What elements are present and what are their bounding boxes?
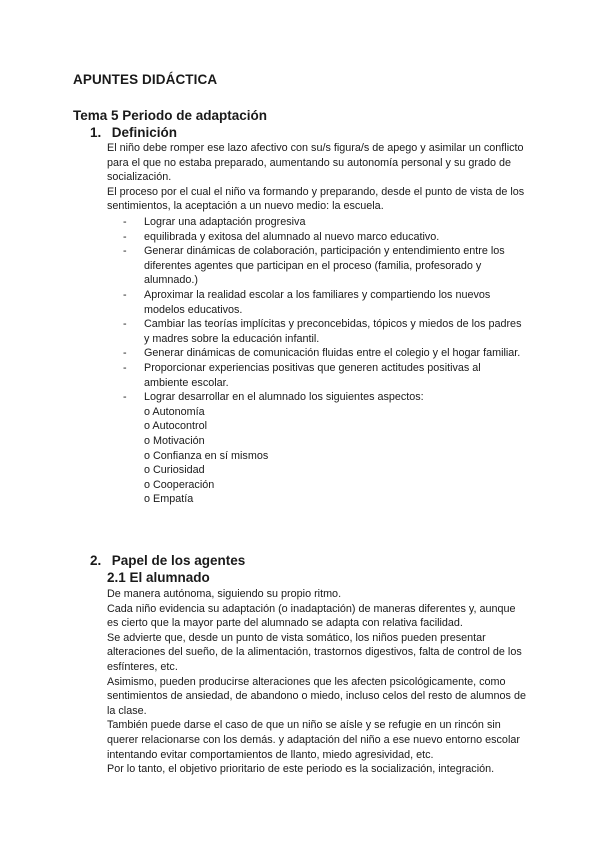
section-1-heading	[90, 125, 177, 140]
alumnado-paragraph-6: Por lo tanto, el objetivo prioritario de este periodo es la socialización, integración.	[107, 763, 495, 776]
list-item: - Lograr una adaptación progresiva	[123, 216, 306, 228]
section-2-body	[107, 587, 527, 777]
section-1-body	[107, 141, 527, 214]
aspect-item: o Motivación	[144, 434, 205, 447]
objectives-list	[123, 215, 528, 507]
document-title: APUNTES DIDÁCTICA	[73, 72, 218, 87]
alumnado-paragraph-1: De manera autónoma, siguiendo su propio ritmo.	[107, 588, 342, 600]
subsection-2-1-title: 2.1 El alumnado	[107, 570, 210, 585]
definition-paragraph-1: El niño debe romper ese lazo afectivo con su/s figura/s de apego y asimilar un conflicto para el que no estaba preparado, aumentando su autonomía personal y su grado de socialización.	[107, 142, 524, 184]
aspect-item: o Confianza en sí mismos	[144, 449, 269, 462]
bullet-dash: -	[123, 245, 127, 258]
bullet-dash: -	[123, 361, 127, 374]
bullet-dash: -	[123, 391, 127, 404]
alumnado-paragraph-5: También puede darse el caso de que un niño se aísle y se refugie en un rincón sin querer relacionarse con los demás. y adaptación del niño a ese nuevo entorno escolar intentando evitar comportamientos de llanto, miedo agresividad, etc.	[107, 719, 520, 761]
alumnado-paragraph-2: Cada niño evidencia su adaptación (o inadaptación) de maneras diferentes y, aunque es cierto que la mayor parte del alumnado se adapta con relativa facilidad.	[107, 602, 516, 630]
list-item: - Lograr desarrollar en el alumnado los siguientes aspectos: o Autonomía o Autocontrol o Motivación o Confianza en sí mismos o Curiosidad o Cooperación o Empatía	[123, 390, 528, 507]
section-2-title: Papel de los agentes	[111, 553, 246, 568]
aspect-item: o Cooperación	[144, 478, 215, 491]
bullet-dash: -	[123, 230, 127, 243]
list-item: - Generar dinámicas de comunicación fluidas entre el colegio y el hogar familiar.	[123, 347, 521, 360]
section-2-number: 2.	[90, 553, 102, 568]
list-item: - Aproximar la realidad escolar a los familiares y compartiendo los nuevos modelos educativos.	[123, 288, 491, 316]
aspect-item: o Autonomía	[144, 405, 205, 418]
aspect-item: o Autocontrol	[144, 420, 208, 433]
list-item: - Cambiar las teorías implícitas y preconcebidas, tópicos y miedos de los padres y madres sobre la educación infantil.	[123, 318, 522, 345]
alumnado-paragraph-4: Asimismo, pueden producirse alteraciones que les afecten psicológicamente, como sentimientos de ansiedad, de abandono o miedo, incluso celos del resto de alumnos de la clase.	[107, 675, 526, 717]
bullet-dash: -	[123, 347, 127, 360]
list-item: - equilibrada y exitosa del alumnado al nuevo marco educativo.	[123, 230, 440, 243]
bullet-dash: -	[123, 318, 127, 331]
tema-heading: Tema 5 Periodo de adaptación	[73, 108, 268, 123]
list-item: - Generar dinámicas de colaboración, participación y entendimiento entre los diferentes agentes que participan en el proceso (familia, profesorado y alumnado.)	[123, 245, 505, 287]
definition-paragraph-2: El proceso por el cual el niño va formando y preparando, desde el punto de vista de los sentimientos, la aceptación a un nuevo medio: la escuela.	[107, 185, 525, 213]
aspects-list	[144, 405, 528, 507]
aspect-item: o Empatía	[144, 493, 194, 506]
alumnado-paragraph-3: Se advierte que, desde un punto de vista somático, los niños pueden presentar alteraciones del sueño, de la alimentación, trastornos digestivos, falta de control de los esfínteres, etc.	[107, 631, 522, 673]
section-1-title: Definición	[111, 125, 178, 140]
section-2-heading	[90, 553, 245, 568]
section-1-number: 1.	[90, 125, 102, 140]
aspect-item: o Curiosidad	[144, 464, 205, 477]
list-item: - Proporcionar experiencias positivas que generen actitudes positivas al ambiente escolar.	[123, 361, 481, 389]
bullet-dash: -	[123, 288, 127, 301]
bullet-dash: -	[123, 216, 127, 228]
